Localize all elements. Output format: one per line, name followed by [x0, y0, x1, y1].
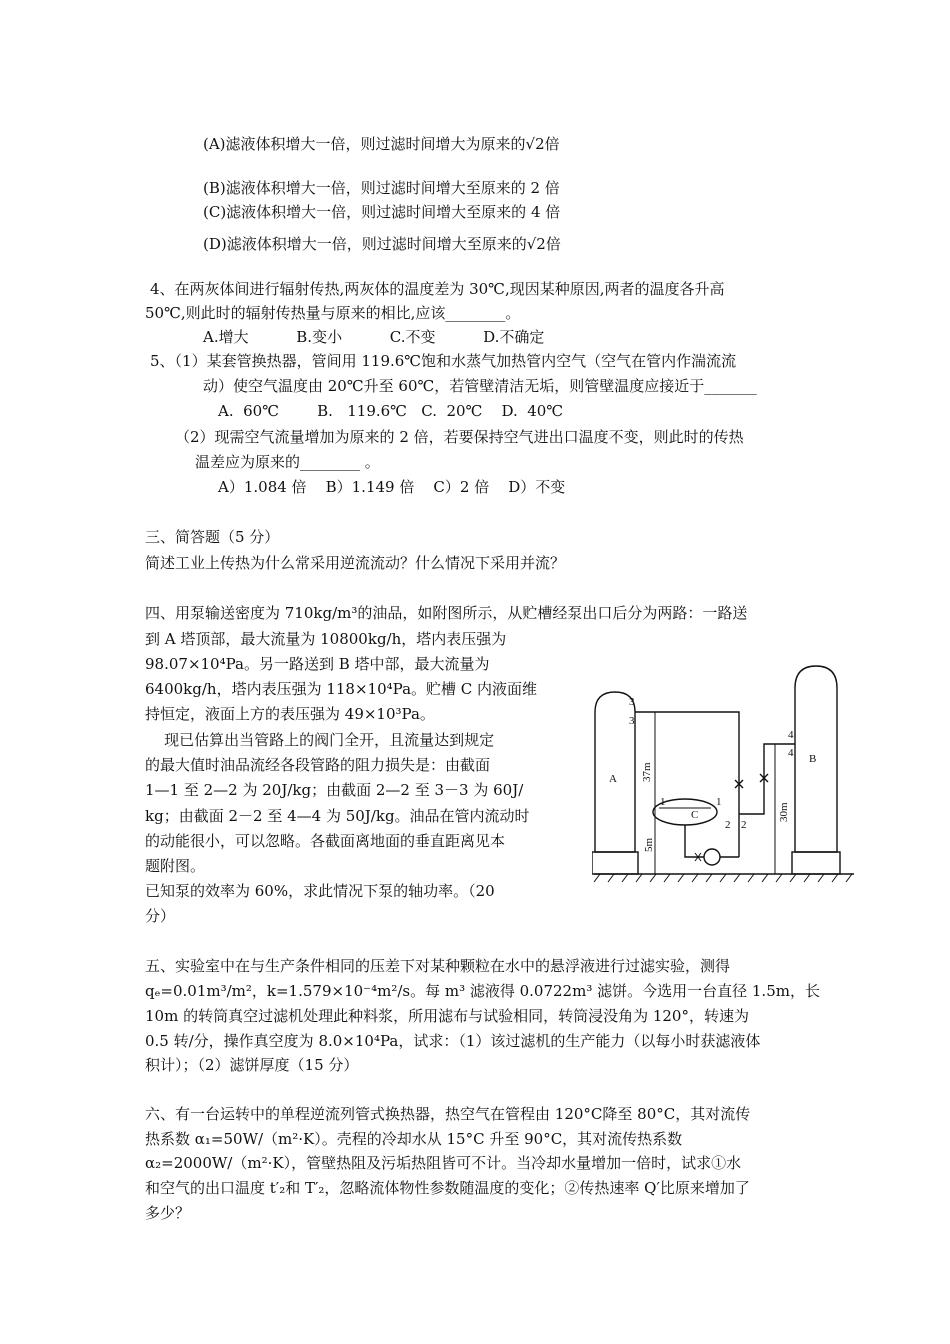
q5-line1: 5、（1）某套管换热器，管间用 119.6℃饱和水蒸气加热管内空气（空气在管内作湍流流 — [150, 352, 737, 370]
section6-line4: 和空气的出口温度 t′₂和 T′₂，忽略流体物性参数随温度的变化；②传热速率 Q′比原来增加了 — [145, 1179, 750, 1197]
section4-line6: 现已估算出当管路上的阀门全开，且流量达到规定 — [145, 731, 495, 749]
option-3d: (D)滤液体积增大一倍，则过滤时间增大至原来的√2倍 — [203, 235, 561, 253]
label-n3a: 3 — [629, 696, 635, 708]
process-diagram — [592, 662, 860, 888]
label-tower-b: B — [809, 753, 817, 765]
option-3a: (A)滤液体积增大一倍，则过滤时间增大为原来的√2倍 — [203, 135, 560, 153]
section4-line7: 的最大值时油品流经各段管路的阻力损失是：由截面 — [145, 756, 491, 774]
q5-options1: A. 60℃ B. 119.6℃ C. 20℃ D. 40℃ — [218, 402, 564, 420]
section6-line3: α₂=2000W/（m²·K），管壁热阻及污垢热阻皆可不计。当冷却水量增加一倍时，试求①水 — [145, 1154, 742, 1172]
section5-line3: 10m 的转筒真空过滤机处理此种料浆，所用滤布与试验相同，转筒浸没角为 120°，转速为 — [145, 1007, 749, 1025]
section3-question: 简述工业上传热为什么常采用逆流流动？什么情况下采用并流？ — [145, 554, 566, 572]
section6-line2: 热系数 α₁=50W/（m²·K）。壳程的冷却水从 15°C 升至 90°C，其对流传热系数 — [145, 1130, 683, 1148]
section4-line9: kg；由截面 2－2 至 4—4 为 50J/kg。油品在管内流动时 — [145, 807, 530, 825]
section4-line10: 的动能很小，可以忽略。各截面离地面的垂直距离见本 — [145, 832, 506, 850]
section4-line13: 分） — [145, 907, 176, 925]
section5-line5: 积计）；（2）滤饼厚度（15 分） — [145, 1056, 359, 1074]
label-37m: 37m — [641, 762, 653, 782]
label-n2b: 2 — [741, 819, 747, 831]
section4-line1: 四、用泵输送密度为 710kg/m³的油品，如附图所示，从贮槽经泵出口后分为两路：一路送 — [145, 604, 748, 622]
label-n2a: 2 — [725, 819, 731, 831]
label-5m: 5m — [643, 837, 655, 852]
q5-part2-line1: （2）现需空气流量增加为原来的 2 倍，若要保持空气进出口温度不变，则此时的传热 — [175, 428, 744, 446]
section4-line11: 题附图。 — [145, 857, 206, 875]
label-n4a: 4 — [788, 729, 794, 741]
q5-part2-line2: 温差应为原来的________ 。 — [195, 453, 380, 471]
q5-options2: A）1.084 倍 B）1.149 倍 C）2 倍 D）不变 — [218, 478, 566, 496]
label-n4b: 4 — [788, 747, 794, 759]
section4-line8: 1—1 至 2—2 为 20J/kg；由截面 2—2 至 3－3 为 60J/ — [145, 781, 524, 799]
q4-line2: 50℃,则此时的辐射传热量与原来的相比,应该________。 — [145, 304, 521, 322]
section4-line2: 到 A 塔顶部，最大流量为 10800kg/h，塔内表压强为 — [145, 630, 507, 648]
option-3c: (C)滤液体积增大一倍，则过滤时间增大至原来的 4 倍 — [203, 203, 561, 221]
section6-line1: 六、有一台运转中的单程逆流列管式换热器，热空气在管程由 120°C降至 80°C，其对流传 — [145, 1105, 751, 1123]
label-tank-c: C — [691, 809, 699, 821]
section5-line1: 五、实验室中在与生产条件相同的压差下对某种颗粒在水中的悬浮液进行过滤实验，测得 — [145, 957, 731, 975]
section4-line3: 98.07×10⁴Pa。另一路送到 B 塔中部，最大流量为 — [145, 655, 490, 673]
q5-line2: 动）使空气温度由 20℃升至 60℃，若管壁清洁无垢，则管壁温度应接近于_______ — [203, 377, 757, 395]
section4-line5: 持恒定，液面上方的表压强为 49×10³Pa。 — [145, 705, 435, 723]
section5-line4: 0.5 转/分，操作真空度为 8.0×10⁴Pa，试求：（1）该过滤机的生产能力（以每小时获滤液体 — [145, 1032, 761, 1050]
label-n1b: 1 — [716, 796, 722, 808]
section6-line5: 多少？ — [145, 1204, 191, 1222]
section3-title: 三、简答题（5 分） — [145, 528, 280, 546]
label-30m: 30m — [778, 802, 790, 822]
section4-line12: 已知泵的效率为 60%，求此情况下泵的轴功率。（20 — [145, 882, 495, 900]
label-n1a: 1 — [660, 796, 666, 808]
q4-options: A.增大 B.变小 C.不变 D.不确定 — [203, 328, 545, 346]
section5-line2: qₑ=0.01m³/m²，k=1.579×10⁻⁴m²/s。每 m³ 滤液得 0.0722m³ 滤饼。今选用一台直径 1.5m，长 — [145, 982, 820, 1000]
section4-line4: 6400kg/h，塔内表压强为 118×10⁴Pa。贮槽 C 内液面维 — [145, 680, 538, 698]
label-tower-a: A — [609, 773, 617, 785]
label-n3b: 3 — [629, 715, 635, 727]
option-3b: (B)滤液体积增大一倍，则过滤时间增大至原来的 2 倍 — [203, 179, 560, 197]
q4-line1: 4、在两灰体间进行辐射传热,两灰体的温度差为 30℃,现因某种原因,两者的温度各升高 — [150, 280, 725, 298]
